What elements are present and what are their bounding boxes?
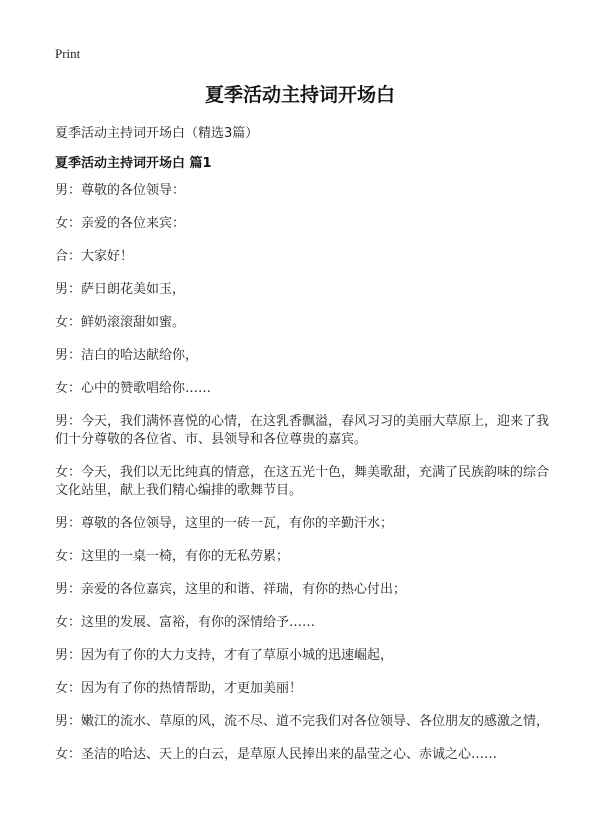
document-subtitle: 夏季活动主持词开场白（精选3篇） bbox=[55, 126, 259, 141]
dialogue-line: 男：尊敬的各位领导，这里的一砖一瓦，有你的辛勤汗水； bbox=[55, 516, 394, 531]
dialogue-line: 女：今天，我们以无比纯真的情意，在这五光十色，舞美歌甜，充满了民族韵味的综合文化站里，献上我们精心编排的歌舞节目。 bbox=[55, 465, 550, 498]
dialogue-lines bbox=[55, 182, 555, 779]
dialogue-line: 男：尊敬的各位领导： bbox=[55, 183, 186, 198]
dialogue-line: 女：心中的赞歌唱给你…… bbox=[55, 381, 212, 396]
dialogue-line: 男：洁白的哈达献给你， bbox=[55, 348, 199, 363]
print-link[interactable]: Print bbox=[55, 46, 81, 61]
dialogue-line: 女：这里的一桌一椅，有你的无私劳累； bbox=[55, 549, 290, 564]
dialogue-line: 女：这里的发展、富裕，有你的深情给予…… bbox=[55, 615, 316, 630]
dialogue-line: 男：亲爱的各位嘉宾，这里的和谐、祥瑞，有你的热心付出； bbox=[55, 582, 407, 597]
page-title: 夏季活动主持词开场白 bbox=[204, 84, 395, 106]
dialogue-line: 女：亲爱的各位来宾： bbox=[55, 216, 186, 231]
dialogue-line: 男：因为有了你的大力支持，才有了草原小城的迅速崛起， bbox=[55, 648, 394, 663]
dialogue-line: 女：圣洁的哈达、天上的白云，是草原人民捧出来的晶莹之心、赤诚之心…… bbox=[55, 747, 498, 762]
dialogue-line: 男：今天，我们满怀喜悦的心情，在这乳香飘溢，春风习习的美丽大草原上，迎来了我们十分尊敬的各位省、市、县领导和各位尊贵的嘉宾。 bbox=[55, 414, 550, 447]
dialogue-line: 女：因为有了你的热情帮助，才更加美丽！ bbox=[55, 681, 303, 696]
dialogue-line: 合：大家好！ bbox=[55, 249, 134, 264]
section-heading: 夏季活动主持词开场白 篇1 bbox=[55, 156, 212, 171]
dialogue-line: 男：嫩江的流水、草原的风，流不尽、道不完我们对各位领导、各位朋友的感激之情， bbox=[55, 714, 550, 729]
dialogue-line: 男：萨日朗花美如玉， bbox=[55, 282, 186, 297]
dialogue-line: 女：鲜奶滚滚甜如蜜。 bbox=[55, 315, 186, 330]
